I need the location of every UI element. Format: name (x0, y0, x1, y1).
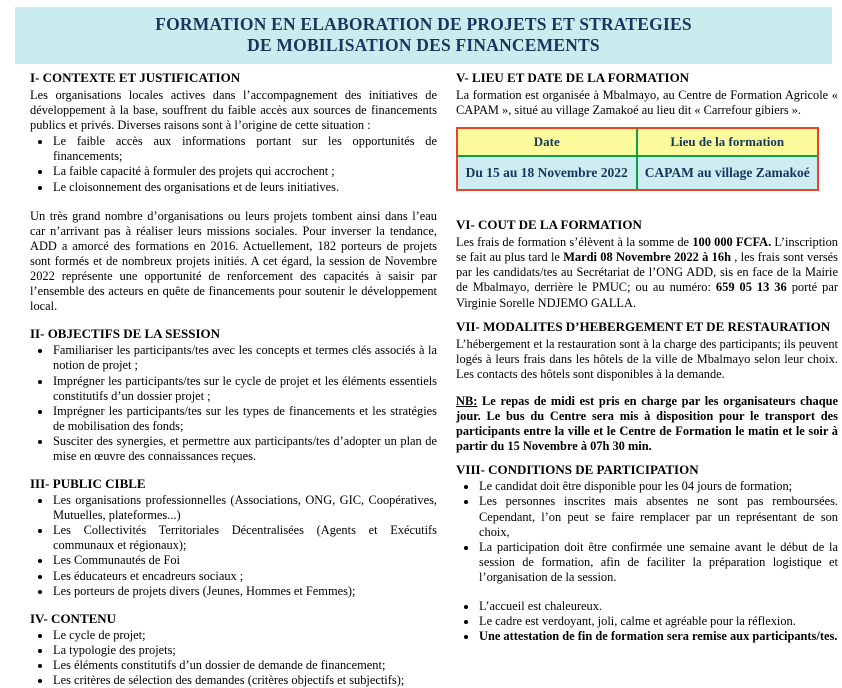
list-item: • Imprégner les participants/tes sur le cycle de projet et les éléments essentiels constitutifs d’un dossier projet ; (52, 374, 437, 404)
section-heading-contenu: IV- CONTENU (30, 610, 117, 626)
page-title (15, 14, 832, 56)
text-segment: NB: (456, 393, 478, 408)
table-cell: CAPAM au village Zamakoé (638, 157, 818, 189)
text-segment: Mardi 08 Novembre 2022 à 16h (563, 250, 731, 265)
table-header-cell: Date (458, 129, 638, 157)
section-heading-cout: VI- COUT DE LA FORMATION (456, 217, 642, 233)
section-heading-contexte: I- CONTEXTE ET JUSTIFICATION (30, 70, 241, 85)
page-title-line1: FORMATION EN ELABORATION DE PROJETS ET STRATEGIES (155, 14, 692, 34)
list-item: • Le faible accès aux informations portant sur les opportunités de financements; (52, 134, 437, 164)
table-cell: Du 15 au 18 Novembre 2022 (458, 157, 638, 189)
list-item: • Les éducateurs et encadreurs sociaux ; (52, 569, 437, 584)
section-heading-conditions: VIII- CONDITIONS DE PARTICIPATION (456, 462, 699, 478)
list-item: • La participation doit être confirmée une semaine avant le début de la session de formation, afin de faciliter la préparation logistique et l’organisation de la session. (478, 540, 838, 585)
left-column (30, 70, 437, 688)
list-item: • Le cadre est verdoyant, joli, calme et agréable pour la réflexion. (478, 614, 838, 629)
list-item: • Une attestation de fin de formation sera remise aux participants/tes. (478, 629, 838, 644)
text-segment: 100 000 FCFA. (692, 235, 772, 250)
contexte-bullet-list (30, 134, 437, 194)
list-item: • Le cloisonnement des organisations et de leurs initiatives. (52, 180, 437, 195)
text-segment: Le repas de midi est pris en charge par les organisateurs chaque jour. Le bus du Centre sera mis à disposition pour le transport des participants entre la ville et le Centre de Formation le matin et le soir à partir du 15 Novembre à 07h 30 min. (456, 393, 838, 454)
section-heading-objectifs: II- OBJECTIFS DE LA SESSION (30, 326, 221, 342)
lieu-date-paragraph: La formation est organisée à Mbalmayo, au Centre de Formation Agricole « CAPAM », situé au village Zamakoé au lieu dit « Carrefour gibiers ». (456, 88, 838, 118)
list-item: • Les personnes inscrites mais absentes ne sont pas remboursées. Cependant, l’on peut se faire remplacer par un représentant de son choix, (478, 494, 838, 539)
contexte-paragraph-2: Un très grand nombre d’organisations ou leurs projets tombent ainsi dans l’eau car n’arrivant pas à réaliser leurs missions sociales. Pour inverser la tendance, ADD a amorcé des formations en 2016. Actuellement, 182 porteurs de projets sont formés et de nombreux projets initiés. A cet égard, la session de Novembre 2022 représente une opportunité de renforcement des capacités à saisir par l’ensemble des acteurs en quête de financements pour soutenir le développement local. (30, 208, 437, 314)
nb-paragraph (456, 394, 838, 454)
text-segment: Les frais de formation s’élèvent à la somme de (456, 235, 693, 250)
text-segment: 659 05 13 36 (715, 280, 787, 295)
contenu-bullet-list (30, 628, 437, 688)
list-item: • Les Communautés de Foi (52, 553, 437, 568)
cout-paragraph (456, 235, 838, 310)
right-column (456, 70, 838, 688)
conditions-bullet-list-1 (456, 479, 838, 585)
list-item: • Les Collectivités Territoriales Décentralisées (Agents et Exécutifs communaux et régionaux); (52, 523, 437, 553)
section-heading-lieu-date: V- LIEU ET DATE DE LA FORMATION (456, 70, 690, 85)
contexte-intro-paragraph: Les organisations locales actives dans l’accompagnement des initiatives de développement à la base, souffrent du faible accès aux sources de financements publics et privés. Diverses raisons sont à l’origine de cette situation : (30, 88, 437, 133)
hebergement-paragraph: L’hébergement et la restauration sont à la charge des participants; ils peuvent logés à leurs frais dans les hôtels de la ville de Mbalmayo selon leur choix. Les contacts des hôtels sont disponibles à la demande. (456, 336, 838, 381)
text-segment: , les frais sont versés par les candidats/tes au Secrétariat de l’ONG ADD, sis en face de la Mairie de Mbalmayo, derrière le PMUC; ou au numéro: (456, 250, 838, 295)
table-row (458, 157, 817, 189)
list-item: • La typologie des projets; (52, 643, 437, 658)
conditions-bullet-list-2 (456, 599, 838, 644)
list-item: • Le candidat doit être disponible pour les 04 jours de formation; (478, 479, 838, 494)
schedule-table (456, 127, 819, 191)
text-segment: porté par Virginie Sorelle NDJEMO GALLA. (456, 280, 838, 310)
list-item: • Les éléments constitutifs d’un dossier de demande de financement; (52, 658, 437, 673)
page-title-line2: DE MOBILISATION DES FINANCEMENTS (247, 35, 600, 55)
section-heading-public-cible: III- PUBLIC CIBLE (30, 476, 146, 492)
list-item: • Les porteurs de projets divers (Jeunes, Hommes et Femmes); (52, 584, 437, 599)
text-segment: L’inscription se fait au plus tard le (456, 235, 838, 265)
list-item: • Le cycle de projet; (52, 628, 437, 643)
list-item: • Familiariser les participants/tes avec les concepts et termes clés associés à la notion de projet ; (52, 343, 437, 373)
section-heading-hebergement: VII- MODALITES D’HEBERGEMENT ET DE RESTAURATION (456, 318, 831, 334)
table-header-cell: Lieu de la formation (638, 129, 818, 157)
public-cible-bullet-list (30, 493, 437, 599)
objectifs-bullet-list (30, 343, 437, 464)
table-header-row (458, 129, 817, 157)
list-item: • Susciter des synergies, et permettre aux participants/tes d’adopter un plan de mise en œuvre des connaissances reçues. (52, 434, 437, 464)
list-item: • Les organisations professionnelles (Associations, ONG, GIC, Coopératives, Mutuelles, plateformes...) (52, 493, 437, 523)
list-item: • Les critères de sélection des demandes (critères objectifs et subjectifs); (52, 673, 437, 688)
document-body (0, 64, 842, 688)
list-item: • La faible capacité à formuler des projets qui accrochent ; (52, 164, 437, 179)
list-item: • Imprégner les participants/tes sur les types de financements et les stratégies de mobilisation des fonds; (52, 404, 437, 434)
list-item: • L’accueil est chaleureux. (478, 599, 838, 614)
title-banner (15, 7, 832, 64)
